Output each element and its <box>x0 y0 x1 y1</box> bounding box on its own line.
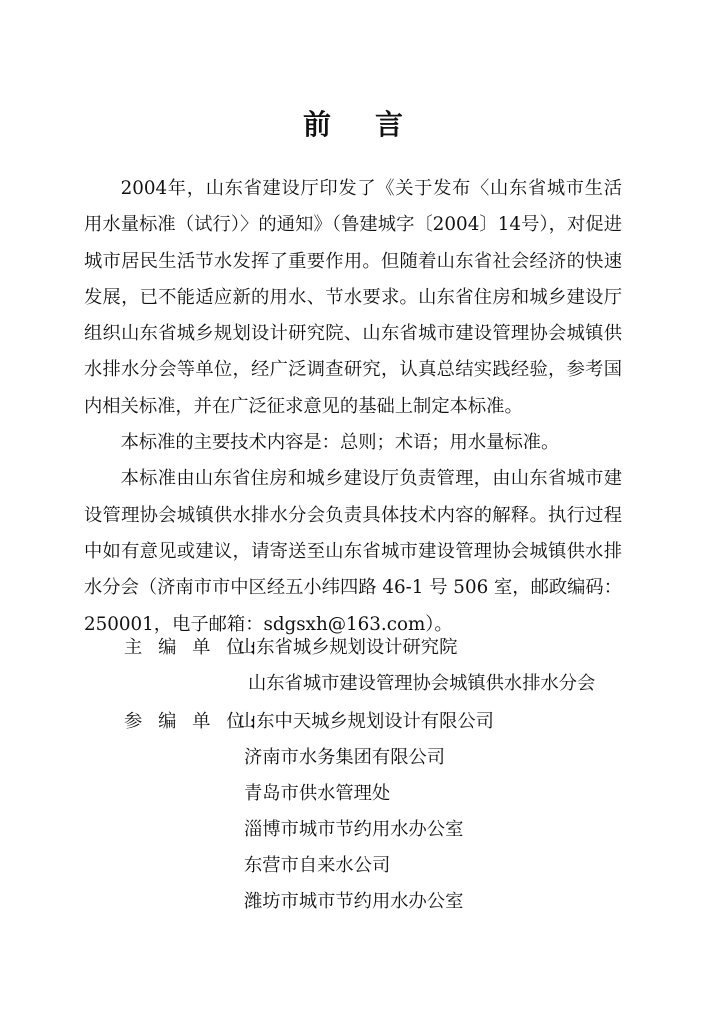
participating-unit-4: 淄博市城市节约用水办公室 <box>244 819 464 840</box>
participating-units-label: 参 编 单 位: <box>124 711 261 732</box>
participating-unit-3: 青岛市供水管理处 <box>244 783 391 804</box>
participating-unit-row <box>244 779 390 805</box>
chief-unit-1: 山东省城乡规划设计研究院 <box>238 637 458 658</box>
participating-unit-5: 东营市自来水公司 <box>244 855 391 876</box>
title-char-2: 言 <box>375 108 404 141</box>
chief-unit-2: 山东省城市建设管理协会城镇供水排水分会 <box>248 673 596 694</box>
participating-unit-row <box>244 887 463 913</box>
preface-body <box>84 171 622 643</box>
paragraph-background: 2004年，山东省建设厅印发了《关于发布〈山东省城市生活用水量标准（试行）〉的通知》（鲁建城字〔2004〕14号），对促进城市居民生活节水发挥了重要作用。但随着山东省社会经济的快速发展，已不能适应新的用水、节水要求。山东省住房和城乡建设厅组织山东省城乡规划设计研究院、山东省城市建设管理协会城镇供水排水分会等单位，经广泛调查研究，认真总结实践经验，参考国内相关标准，并在广泛征求意见的基础上制定本标准。 <box>84 178 622 417</box>
title-char-1: 前 <box>302 108 331 141</box>
paragraph-management: 本标准由山东省住房和城乡建设厅负责管理，由山东省城市建设管理协会城镇供水排水分会负责具体技术内容的解释。执行过程中如有意见或建议，请寄送至山东省城市建设管理协会城镇供水排水分会（济南市市中区经五小纬四路 46-1 号 506 室，邮政编码：250001，电子邮箱：sdgsxh@163.com）。 <box>84 468 622 635</box>
chief-unit-row <box>124 633 457 659</box>
participating-unit-row <box>244 851 390 877</box>
participating-unit-row <box>244 815 463 841</box>
chief-unit-row <box>248 669 595 695</box>
participating-unit-row <box>244 743 445 769</box>
chief-units-label: 主 编 单 位: <box>124 637 261 658</box>
participating-unit-1: 山东中天城乡规划设计有限公司 <box>238 711 494 732</box>
participating-unit-6: 潍坊市城市节约用水办公室 <box>244 891 464 912</box>
participating-unit-2: 济南市水务集团有限公司 <box>244 747 446 768</box>
paragraph-content: 本标准的主要技术内容是：总则；术语；用水量标准。 <box>120 432 560 454</box>
participating-unit-row <box>124 707 494 733</box>
page-title <box>0 103 706 143</box>
